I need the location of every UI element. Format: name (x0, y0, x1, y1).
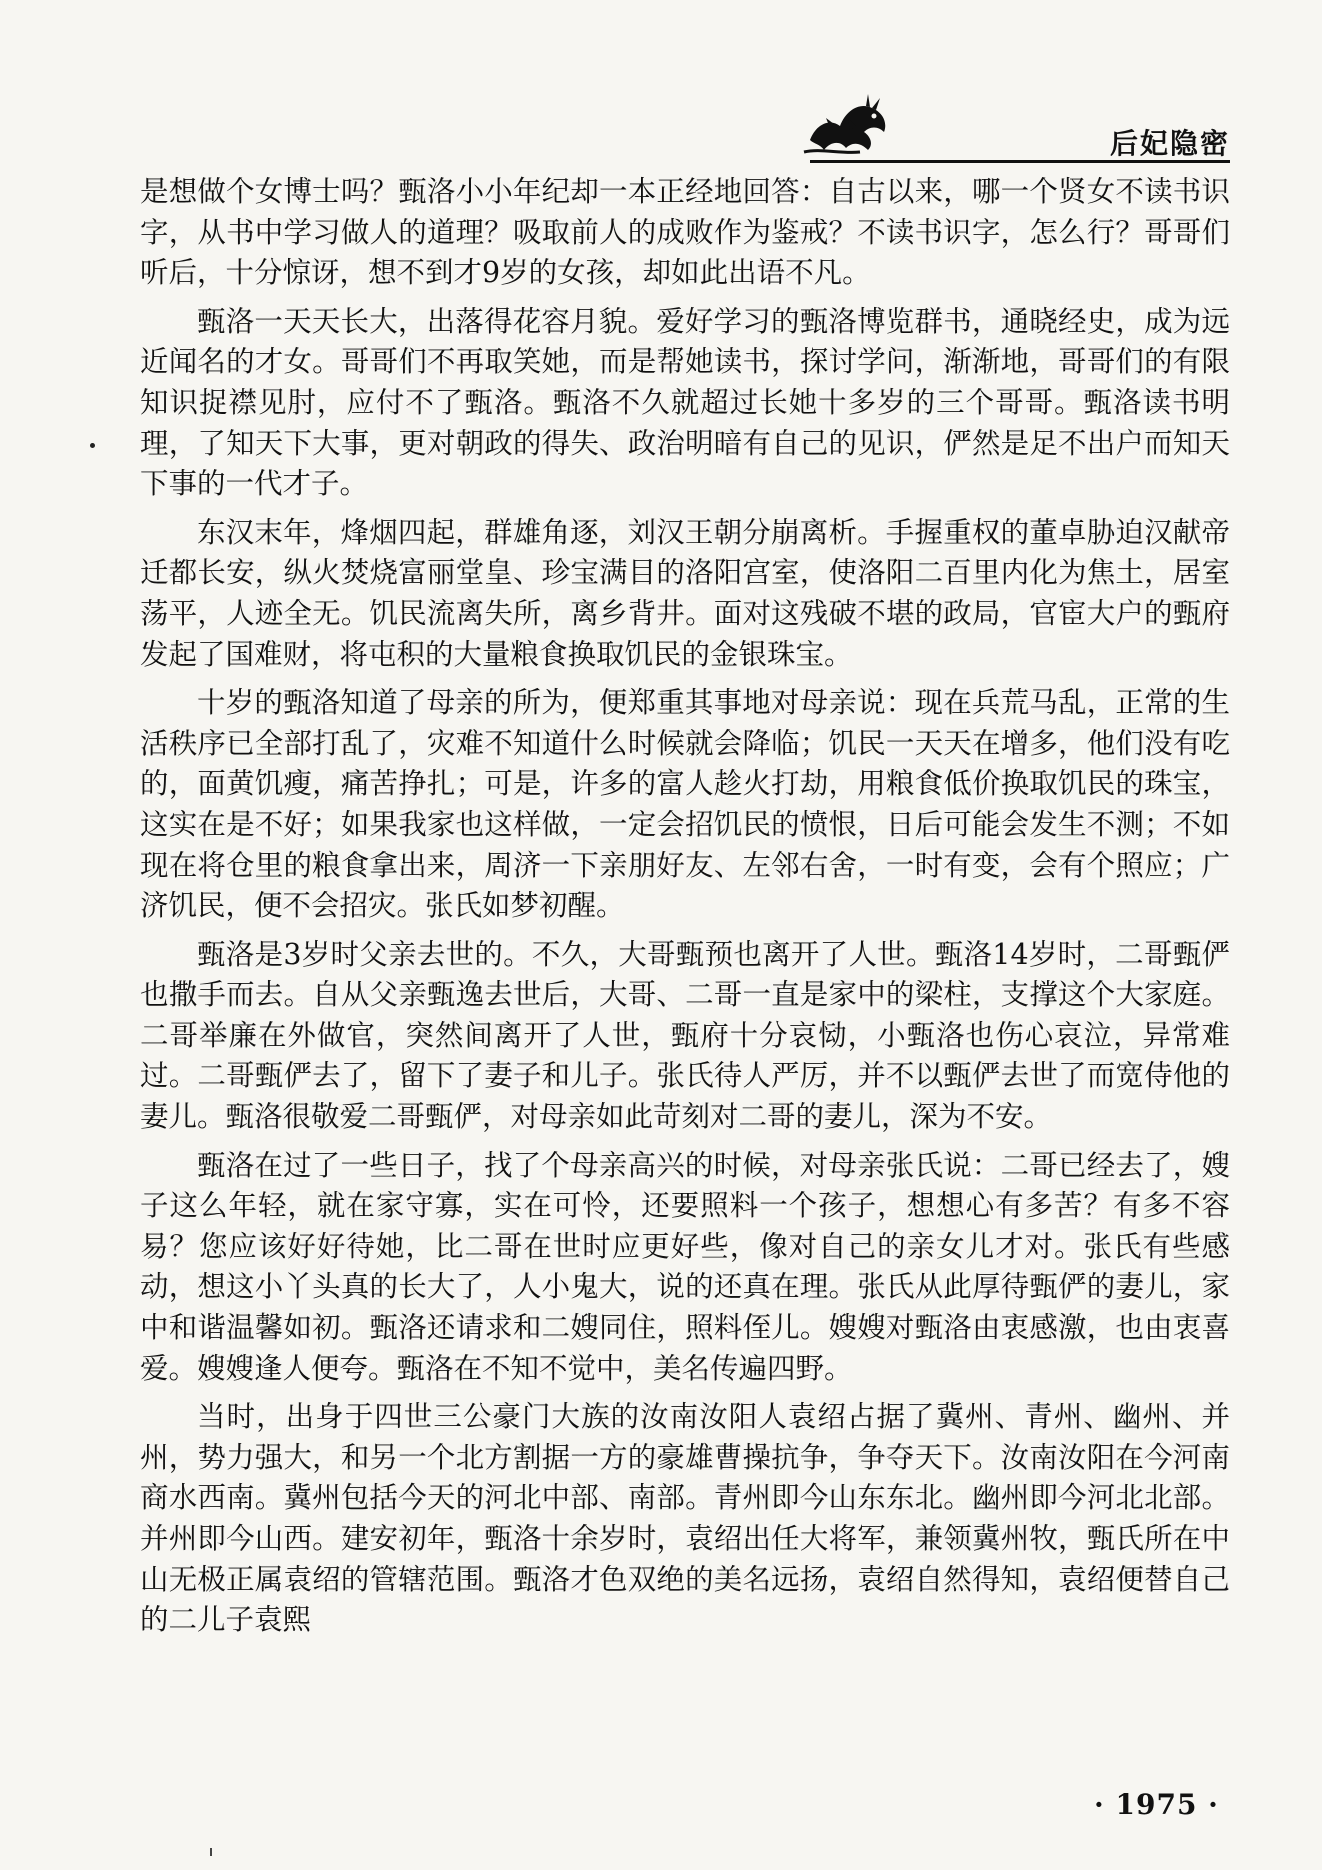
scan-speck (210, 1848, 212, 1856)
body-text (140, 172, 1230, 1649)
paragraph: 甄洛一天天长大，出落得花容月貌。爱好学习的甄洛博览群书，通晓经史，成为远近闻名的才女。哥哥们不再取笑她，而是帮她读书，探讨学问，渐渐地，哥哥们的有限知识捉襟见肘，应付不了甄洛。甄洛不久就超过长她十多岁的三个哥哥。甄洛读书明理，了知天下大事，更对朝政的得失、政治明暗有自己的见识，俨然是足不出户而知天下事的一代才子。 (140, 304, 1230, 501)
running-header (0, 0, 1322, 170)
header-title: 后妃隐密 (1110, 127, 1231, 160)
page-number: · 1975 · (1094, 1788, 1219, 1821)
dragon-icon (800, 88, 896, 160)
paragraph: 十岁的甄洛知道了母亲的所为，便郑重其事地对母亲说：现在兵荒马乱，正常的生活秩序已全部打乱了，灾难不知道什么时候就会降临；饥民一天天在增多，他们没有吃的，面黄饥瘦，痛苦挣扎；可是，许多的富人趁火打劫，用粮食低价换取饥民的珠宝，这实在是不好；如果我家也这样做，一定会招饥民的愤恨，日后可能会发生不测；不如现在将仓里的粮食拿出来，周济一下亲朋好友、左邻右舍，一时有变，会有个照应；广济饥民，便不会招灾。张氏如梦初醒。 (140, 686, 1230, 923)
paragraph: 东汉末年，烽烟四起，群雄角逐，刘汉王朝分崩离析。手握重权的董卓胁迫汉献帝迁都长安，纵火焚烧富丽堂皇、珍宝满目的洛阳宫室，使洛阳二百里内化为焦土，居室荡平，人迹全无。饥民流离失所，离乡背井。面对这残破不堪的政局，官宦大户的甄府发起了国难财，将屯积的大量粮食换取饥民的金银珠宝。 (140, 515, 1230, 671)
paragraph: 当时，出身于四世三公豪门大族的汝南汝阳人袁绍占据了冀州、青州、幽州、并州，势力强大，和另一个北方割据一方的豪雄曹操抗争，争夺天下。汝南汝阳在今河南商水西南。冀州包括今天的河北中部、南部。青州即今山东东北。幽州即今河北北部。并州即今山西。建安初年，甄洛十余岁时，袁绍出任大将军，兼领冀州牧，甄氏所在中山无极正属袁绍的管辖范围。甄洛才色双绝的美名远扬，袁绍自然得知，袁绍便替自己的二儿子袁熙 (140, 1400, 1230, 1637)
paragraph-continued: 是想做个女博士吗？甄洛小小年纪却一本正经地回答：自古以来，哪一个贤女不读书识字，从书中学习做人的道理？吸取前人的成败作为鉴戒？不读书识字，怎么行？哥哥们听后，十分惊讶，想不到才9岁的女孩，却如此出语不凡。 (140, 175, 1230, 290)
scan-speck (90, 443, 95, 448)
paragraph: 甄洛是3岁时父亲去世的。不久，大哥甄预也离开了人世。甄洛14岁时，二哥甄俨也撒手而去。自从父亲甄逸去世后，大哥、二哥一直是家中的梁柱，支撑这个大家庭。二哥举廉在外做官，突然间离开了人世，甄府十分哀恸，小甄洛也伤心哀泣，异常难过。二哥甄俨去了，留下了妻子和儿子。张氏待人严厉，并不以甄俨去世了而宽侍他的妻儿。甄洛很敬爱二哥甄俨，对母亲如此苛刻对二哥的妻儿，深为不安。 (140, 937, 1230, 1134)
paragraph: 甄洛在过了一些日子，找了个母亲高兴的时候，对母亲张氏说：二哥已经去了，嫂子这么年轻，就在家守寡，实在可怜，还要照料一个孩子，想想心有多苦？有多不容易？您应该好好待她，比二哥在世时应更好些，像对自己的亲女儿才对。张氏有些感动，想这小丫头真的长大了，人小鬼大，说的还真在理。张氏从此厚待甄俨的妻儿，家中和谐温馨如初。甄洛还请求和二嫂同住，照料侄儿。嫂嫂对甄洛由衷感激，也由衷喜爱。嫂嫂逢人便夸。甄洛在不知不觉中，美名传遍四野。 (140, 1148, 1230, 1385)
